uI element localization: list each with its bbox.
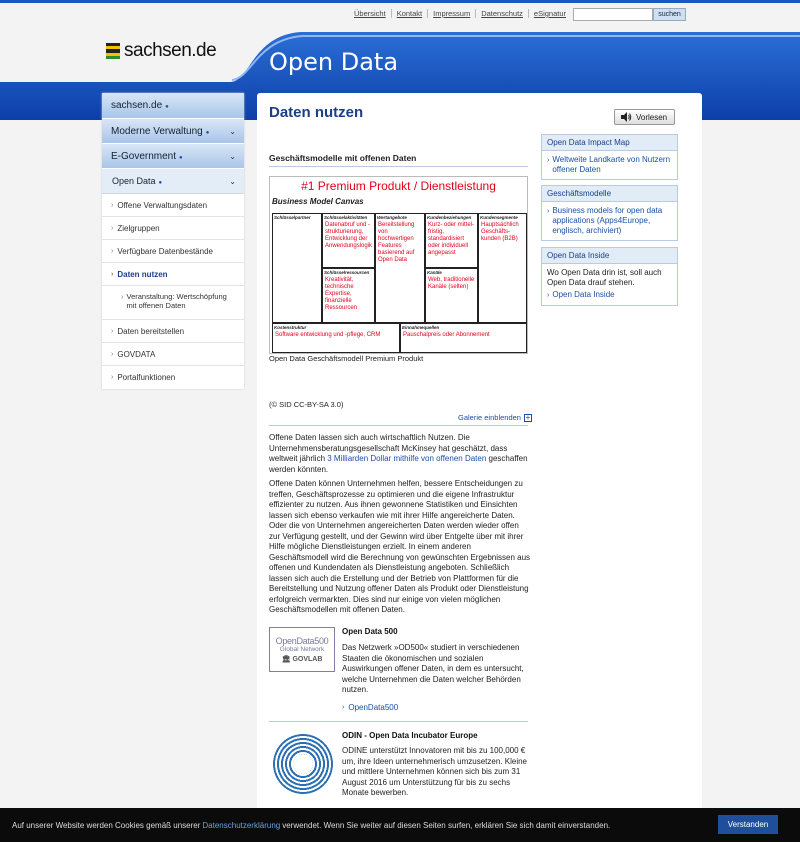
privacy-link[interactable]: Datenschutzerklärung (202, 820, 281, 830)
sidebar-item-egovernment[interactable] (102, 144, 244, 169)
cookie-text: Auf unserer Website werden Cookies gemäß unserer (12, 820, 201, 830)
sidebar-item-sachsen[interactable] (102, 93, 244, 119)
speaker-icon (620, 112, 632, 122)
sidebar-item-label: Verfügbare Datenbestände (117, 246, 213, 256)
arrow-right-icon: › (111, 270, 114, 278)
sidebar-item-label: Moderne Verwaltung (111, 125, 203, 137)
arrow-right-icon: › (342, 704, 345, 711)
body-paragraph: Offene Daten können Unternehmen helfen, bessere Entscheidungen zu treffen, Geschäftsprozesse zu optimieren und die eigene Infrastruktur effizienter zu nutzen. Aus ihnen gewonnene Statistiken und Einsichten lassen sich ebenso verkaufen wie mit ihrer Hilfe angereicherte Daten. Oder die von Unternehmen angereicherten Daten werden wieder offen zur Verfügung gestellt, und der Gewinn wird über Entgelte über mit ihrer Hilfe mögliche Dienstleistungen erzielt. In einem anderen Geschäftsmodell wird die Berechnung von gewünschten Ergebnissen aus offenen und Kundendaten als Dienstleistung angeboten. Schließlich lassen sich auch die Erstellung und der Betrieb von Plattformen für die Bereitstellung und Nutzung offener Daten als Produkt oder Dienstleistung erfolgreich vermarkten. Dies sind nur einige von vielen möglichen Geschäftsmodellen mit offenen Daten. (269, 479, 531, 614)
arrow-right-icon: › (111, 374, 114, 381)
image-caption: Open Data Geschäftsmodell Premium Produkt (269, 354, 424, 363)
arrow-right-icon: › (111, 224, 114, 232)
box-header: Open Data Inside (542, 248, 677, 264)
bmc-text: Bereitstellung von hochwertigen Features basierend auf Open Data (378, 222, 415, 263)
bmc-text: Kreativität, technische Expertise, finanzielle Ressourcen (325, 277, 358, 311)
sidebar-item-label: E-Government (111, 150, 177, 162)
sidebar-item-offene-verwaltungsdaten[interactable] (102, 194, 244, 217)
box-header: Open Data Impact Map (542, 135, 677, 151)
bullet-icon: ● (158, 180, 163, 186)
link-label[interactable]: Open Data Inside (552, 290, 615, 299)
topnav-datenschutz[interactable]: Datenschutz (475, 9, 528, 18)
arrow-right-icon: › (111, 350, 114, 358)
sidebar-item-label: Veranstaltung: Wertschöpfung mit offenen Daten (126, 292, 227, 310)
cookie-banner (0, 808, 800, 842)
bmc-header: Kanäle (427, 270, 442, 275)
bmc-header: Kundensegmente (480, 215, 518, 220)
gallery-link[interactable]: Galerie einblenden (458, 413, 521, 422)
sidebar-item-veranstaltung[interactable] (102, 286, 244, 320)
topnav-esignatur[interactable]: eSignatur (528, 9, 571, 18)
box-geschaeftsmodelle (541, 185, 678, 241)
link-label[interactable]: Weltweite Landkarte von Nutzern offener Daten (552, 155, 671, 174)
sidebar-item-label: Open Data (112, 176, 156, 186)
text: geschaffen werden könnten. (269, 454, 528, 474)
sidebar-item-datenbestaende[interactable] (102, 240, 244, 263)
chevron-down-icon[interactable]: ⌄ (229, 151, 236, 161)
sidebar-item-zielgruppen[interactable] (102, 217, 244, 240)
mckinsey-link[interactable]: 3 Milliarden Dollar mithilfe von offenen Daten (327, 454, 487, 463)
sidebar-item-label: sachsen.de (111, 100, 163, 111)
chevron-down-icon[interactable]: ⌄ (229, 176, 236, 186)
bmc-text: Software entwicklung und -pflege, CRM (275, 332, 381, 338)
site-title: Open Data (269, 48, 399, 76)
link-label[interactable]: Business models for open data applications (Apps4Europe, englisch, archiviert) (552, 206, 663, 235)
od500-title: Open Data 500 (342, 627, 398, 636)
search-input[interactable] (573, 8, 653, 21)
bmc-text: Kurz- oder mittel-fristig, standardisiert oder individuell angepasst (428, 222, 475, 256)
sidebar-item-open-data[interactable] (102, 169, 244, 194)
arrow-right-icon: › (111, 327, 114, 335)
top-navigation (349, 9, 571, 18)
page-title: Daten nutzen (269, 104, 364, 121)
read-aloud-button[interactable] (614, 109, 675, 125)
sidebar-item-label: Portalfunktionen (117, 373, 176, 382)
arrow-right-icon: › (547, 208, 550, 215)
box-text: Wo Open Data drin ist, soll auch Open Data drauf stehen. (547, 268, 662, 287)
bmc-cell-channels (425, 268, 478, 323)
impact-map-link[interactable] (547, 155, 672, 175)
arrow-right-icon: › (111, 247, 114, 255)
bmc-cell-partners (272, 213, 322, 323)
sidebar-item-label: Daten bereitstellen (117, 326, 185, 336)
bmc-cell-revenue (400, 323, 527, 353)
sidebar-item-label: Daten nutzen (117, 269, 168, 279)
cookie-text: verwendet. Wenn Sie weiter auf diesen Seiten surfen, erklären Sie sich damit einverstanden. (282, 820, 611, 830)
arrow-right-icon: › (547, 157, 550, 164)
arrow-right-icon: › (111, 201, 114, 209)
topnav-impressum[interactable]: Impressum (427, 9, 475, 18)
bmc-header: Einnahmequellen (402, 325, 440, 330)
intro-paragraph (269, 433, 531, 475)
search-button[interactable]: suchen (653, 8, 686, 21)
text: Offene Daten lassen sich auch wirtschaftlich Nutzen. Die Unternehmensberatungsgesellschaft McKinsey hat geschätzt, dass weltweit jährlich (269, 433, 508, 463)
sidebar-item-label: GOVDATA (117, 349, 156, 359)
bmc-cell-value (375, 213, 425, 323)
sidebar-item-label: Zielgruppen (117, 223, 160, 233)
divider (269, 425, 528, 426)
bmc-header: Kundenbeziehungen (427, 215, 472, 220)
logo-text: sachsen.de (124, 40, 217, 61)
bmc-text: Pauschalpreis oder Abonnement (403, 332, 490, 338)
bmc-text: Datenabruf und -strukturierung, Entwicklung der Anwendungslogik (325, 222, 373, 249)
bmc-header: Schlüsselpartner (274, 215, 311, 220)
bmc-header: Wertangebote (377, 215, 407, 220)
bmc-cell-costs (272, 323, 400, 353)
bmc-cell-relations (425, 213, 478, 268)
od500-text: Das Netzwerk »OD500« studiert in verschiedenen Staaten die ökonomischen und sozialen Auswirkungen offener Daten, in dem es untersucht, welche Unternehmen die Daten welcher Behörden nutzen. (342, 643, 524, 694)
landmark-icon: 🏛 (281, 656, 291, 663)
sidebar-item-portalfunktionen[interactable] (102, 366, 244, 389)
image-copyright: (© SID CC-BY-SA 3.0) (269, 400, 344, 409)
bmc-canvas-label: Business Model Canvas (272, 197, 364, 206)
bmc-text: Web, traditionelle Kanäle (selten) (428, 277, 475, 290)
box-impact-map (541, 134, 678, 180)
plus-icon[interactable]: + (525, 412, 531, 422)
top-accent-line (0, 0, 800, 3)
od500-link[interactable] (342, 703, 398, 712)
topnav-uebersicht[interactable]: Übersicht (354, 9, 386, 18)
sidebar-item-label: Offene Verwaltungsdaten (117, 200, 208, 210)
arrow-right-icon: › (121, 292, 124, 301)
bullet-icon: ● (165, 104, 169, 110)
odin-title: ODIN - Open Data Incubator Europe (342, 731, 478, 740)
bmc-header: Kostenstruktur (274, 325, 307, 330)
gallery-toggle[interactable] (458, 413, 532, 422)
logo-line: Global Network (279, 646, 325, 653)
sidebar-item-daten-nutzen[interactable] (102, 263, 244, 286)
chevron-down-icon[interactable]: ⌄ (229, 126, 236, 136)
box-header: Geschäftsmodelle (542, 186, 677, 202)
logo-line: GOVLAB (292, 655, 323, 663)
odine-logo[interactable] (273, 734, 333, 794)
divider (269, 721, 528, 722)
sidebar-item-moderne-verwaltung[interactable] (102, 119, 244, 144)
odin-text: ODINE unterstützt Innovatoren mit bis zu 100,000 € um, ihre Ideen unternehmerisch umzusetzen. Kleine und mittlere Unternehmen können sich bis zum 31 August 2016 um Unterstützung für bis zu sechs Monate bewerben. (342, 746, 527, 797)
govlab-mark (282, 655, 323, 663)
topnav-kontakt[interactable]: Kontakt (391, 9, 427, 18)
bmc-header: Schlüsselressourcen (324, 270, 370, 275)
divider (269, 166, 528, 167)
bmc-cell-activities (322, 213, 375, 268)
bullet-icon: ● (179, 154, 183, 161)
coat-of-arms-icon (106, 43, 120, 59)
section-heading: Geschäftsmodelle mit offenen Daten (269, 153, 417, 163)
cookie-accept-button[interactable]: Verstanden (718, 815, 778, 834)
bmc-text: Hauptsächlich Geschäfts-kunden (B2B) (481, 222, 519, 242)
arrow-right-icon: › (547, 292, 550, 299)
opendata500-logo[interactable] (269, 627, 335, 672)
sidebar-item-govdata[interactable] (102, 343, 244, 366)
business-model-canvas-image[interactable] (269, 176, 528, 354)
read-aloud-label: Vorlesen (636, 112, 668, 122)
sidebar-item-daten-bereitstellen[interactable] (102, 320, 244, 343)
business-models-link[interactable] (547, 206, 672, 236)
link-label[interactable]: OpenData500 (348, 703, 399, 712)
bmc-cell-resources (322, 268, 375, 323)
box-open-data-inside (541, 247, 678, 306)
bmc-title: #1 Premium Produkt / Dienstleistung (301, 179, 496, 193)
logo-line: OpenData500 (275, 636, 329, 646)
open-data-inside-link[interactable] (547, 290, 672, 301)
bmc-cell-segments (478, 213, 527, 323)
bmc-header: Schlüsselaktivitäten (324, 215, 368, 220)
bullet-icon: ● (205, 129, 210, 136)
sidebar-nav (102, 93, 244, 389)
sachsen-logo[interactable] (106, 40, 216, 62)
